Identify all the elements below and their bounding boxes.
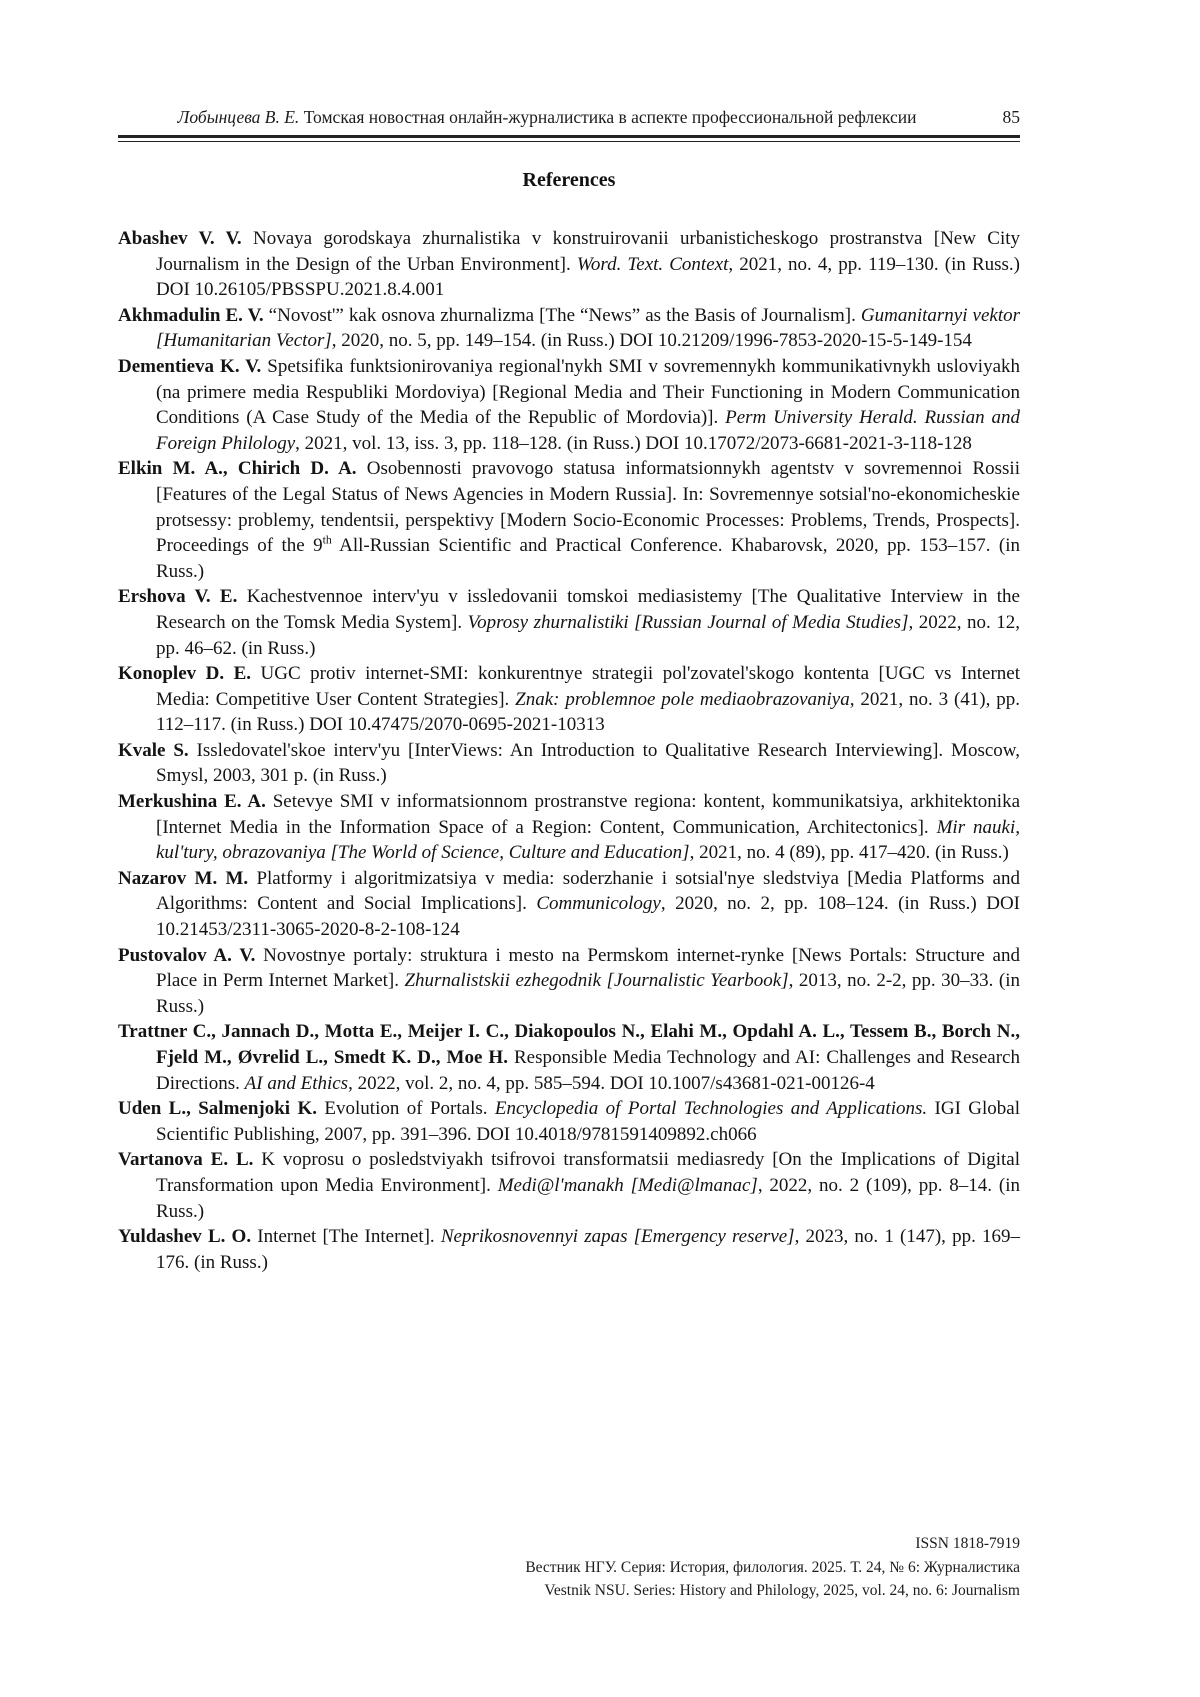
reference-authors: Uden L., Salmenjoki K. xyxy=(118,1098,318,1120)
reference-text: , 2022, vol. 2, no. 4, pp. 585–594. DOI 10.1007/s43681-021-00126-4 xyxy=(348,1072,875,1094)
reference-text: Issledovatel'skoe interv'yu [InterViews: An Introduction to Qualitative Research Interviewing]. Moscow, Smysl, 2003, 301 p. (in Russ.) xyxy=(156,739,1021,787)
reference-text: “Novost'” kak osnova zhurnalizma [The “News” as the Basis of Journalism]. xyxy=(263,304,861,326)
reference-text: , 2022, no. 2 (109), pp. 8–14. (in Russ.) xyxy=(156,1174,1020,1222)
running-header-title: Томская новостная онлайн-журналистика в аспекте профессиональной рефлексии xyxy=(303,107,917,127)
reference-entry xyxy=(118,354,1020,456)
reference-text: , 2022, no. 12, pp. 46–62. (in Russ.) xyxy=(156,611,1021,659)
reference-source: Mir nauki, kul'tury, obrazovaniya [The World of Science, Culture and Education] xyxy=(156,816,1020,864)
reference-entry xyxy=(118,1096,1020,1147)
footer-issn: ISSN 1818-7919 xyxy=(915,1535,1020,1552)
reference-authors: Yuldashev L. O. xyxy=(118,1226,252,1248)
reference-authors: Dementieva K. V. xyxy=(118,355,262,377)
reference-text: Responsible Media Technology and AI: Challenges and Research Directions. xyxy=(156,1047,1020,1094)
reference-source: AI and Ethics xyxy=(244,1072,349,1094)
reference-text: Platformy i algoritmizatsiya v media: soderzhanie i sotsial'nye sledstviya [Media Platforms and Algorithms: Content and Social Implications]. xyxy=(156,867,1020,915)
reference-text: Novostnye portaly: struktura i mesto na Permskom internet-rynke [News Portals: Structure and Place in Perm Internet Market]. xyxy=(156,944,1020,992)
reference-authors: Trattner C., Jannach D., Motta E., Meijer I. C., Diakopoulos N., Elahi M., Opdahl A. L., Tessem B., Borch N., Fjeld M., Øvrelid L., Smedt K. D., Moe H. xyxy=(118,1021,1020,1068)
running-header-author: Лобынцева В. Е. xyxy=(177,107,300,127)
reference-source: Encyclopedia of Portal Technologies and Applications. xyxy=(494,1098,928,1120)
reference-authors: Abashev V. V. xyxy=(118,228,242,249)
reference-entry xyxy=(118,226,1020,303)
reference-entry xyxy=(118,1224,1020,1275)
reference-text: , 2020, no. 2, pp. 108–124. (in Russ.) DOI 10.21453/2311-3065-2020-8-2-108-124 xyxy=(156,893,1020,941)
reference-authors: Pustovalov A. V. xyxy=(118,944,256,966)
reference-text: , 2021, no. 3 (41), pp. 112–117. (in Russ.) DOI 10.47475/2070-0695-2021-10313 xyxy=(156,688,1020,736)
references-list xyxy=(118,226,1020,1275)
reference-text: , 2021, vol. 13, iss. 3, pp. 118–128. (in Russ.) DOI 10.17072/2073-6681-2021-3-118-128 xyxy=(295,432,972,454)
reference-entry xyxy=(118,303,1020,354)
reference-text: Evolution of Portals. xyxy=(317,1098,495,1120)
reference-text: Kachestvennoe interv'yu v issledovanii tomskoi mediasistemy [The Qualitative Interview in the Research on the Tomsk Media System]. xyxy=(156,586,1020,633)
reference-entry xyxy=(118,1147,1020,1224)
reference-text: , 2013, no. 2-2, pp. 30–33. (in Russ.) xyxy=(156,970,1020,1017)
reference-text: Spetsifika funktsionirovaniya regional'nykh SMI v sovremennykh kommunikativnykh usloviyakh (na primere media Respubliki Mordoviya) [Regional Media and Their Functioning in Modern Communication Conditions (A Case Study of the Media of the Republic of Mordovia)]. xyxy=(156,355,1021,429)
reference-source: Word. Text. Context xyxy=(576,253,729,275)
reference-authors: Elkin M. A., Chirich D. A. xyxy=(118,458,357,480)
reference-text: K voprosu o posledstviyakh tsifrovoi transformatsii mediasredy [On the Implications of Digital Transformation upon Media Environment]. xyxy=(156,1149,1021,1196)
reference-text: All-Russian Scientific and Practical Conference. Khabarovsk, 2020, pp. 153–157. (in Russ.) xyxy=(156,535,1020,582)
section-title: References xyxy=(522,169,616,191)
running-header-text xyxy=(118,106,976,128)
reference-text: Osobennosti pravovogo statusa informatsionnykh agentstv v sovremennoi Rossii [Features of the Legal Status of News Agencies in Modern Russia]. In: Sovremennye sotsial'no-ekonomicheskie protsessy: problemy, tendentsii, perspektivy [Modern Socio-Economic Processes: Problems, Trends, Prospects]. Proceedings of the 9 xyxy=(156,458,1020,557)
reference-entry xyxy=(118,789,1020,866)
reference-text: , 2021, no. 4 (89), pp. 417–420. (in Russ.) xyxy=(689,842,1009,864)
reference-entry xyxy=(118,584,1020,661)
reference-authors: Akhmadulin E. V. xyxy=(118,304,264,326)
reference-text: , 2023, no. 1 (147), pp. 169–176. (in Russ.) xyxy=(156,1226,1021,1273)
reference-source: Communicology xyxy=(536,893,661,915)
reference-authors: Ershova V. E. xyxy=(118,586,238,608)
reference-text: Internet [The Internet]. xyxy=(251,1226,441,1248)
reference-source: Zhurnalistskii ezhegodnik [Journalistic Yearbook] xyxy=(404,970,789,992)
ordinal-superscript: th xyxy=(322,533,332,547)
reference-text: UGC protiv internet-SMI: konkurentnye strategii pol'zovatel'skogo kontenta [UGC vs Internet Media: Competitive User Content Strategies]. xyxy=(156,663,1020,710)
page-number: 85 xyxy=(1002,107,1020,127)
reference-entry xyxy=(118,1019,1020,1096)
reference-authors: Konoplev D. E. xyxy=(118,663,252,685)
reference-entry xyxy=(118,738,1020,789)
reference-source: Voprosy zhurnalistiki [Russian Journal of Media Studies] xyxy=(467,611,909,633)
reference-authors: Kvale S. xyxy=(118,739,189,761)
reference-text: IGI Global Scientific Publishing, 2007, pp. 391–396. DOI 10.4018/9781591409892.ch066 xyxy=(156,1098,1020,1145)
content-column xyxy=(118,106,1020,1275)
footer-journal-ru: Вестник НГУ. Серия: История, филология. 2025. Т. 24, № 6: Журналистика xyxy=(525,1558,1020,1576)
reference-text: Setevye SMI v informatsionnom prostranstve regiona: kontent, kommunikatsiya, arkhitektonika [Internet Media in the Information Space of a Region: Content, Communication, Architectonics]. xyxy=(156,791,1021,838)
reference-entry xyxy=(118,661,1020,738)
reference-source: Znak: problemnoe pole mediaobrazovaniya xyxy=(515,688,850,710)
reference-source: Neprikosnovennyi zapas [Emergency reserve] xyxy=(440,1226,795,1248)
running-header xyxy=(118,106,1020,128)
reference-authors: Nazarov M. M. xyxy=(118,867,249,889)
page-footer xyxy=(525,1532,1020,1603)
reference-entry xyxy=(118,456,1020,584)
reference-authors: Merkushina E. A. xyxy=(118,791,266,813)
header-rule xyxy=(118,135,1020,142)
reference-authors: Vartanova E. L. xyxy=(118,1149,254,1171)
reference-source: Gumanitarnyi vektor [Humanitarian Vector] xyxy=(156,304,1021,352)
footer-journal-en: Vestnik NSU. Series: History and Philology, 2025, vol. 24, no. 6: Journalism xyxy=(544,1582,1020,1599)
reference-text: , 2020, no. 5, pp. 149–154. (in Russ.) DOI 10.21209/1996-7853-2020-15-5-149-154 xyxy=(331,330,972,352)
reference-source: Perm University Herald. Russian and Foreign Philology xyxy=(156,407,1020,454)
reference-text: , 2021, no. 4, pp. 119–130. (in Russ.) DOI 10.26105/PBSSPU.2021.8.4.001 xyxy=(156,253,1020,301)
reference-entry xyxy=(118,866,1020,943)
reference-text: Novaya gorodskaya zhurnalistika v konstruirovanii urbanisticheskogo prostranstva [New City Journalism in the Design of the Urban Environment]. xyxy=(156,228,1020,275)
reference-source: Medi@l'manakh [Medi@lmanac] xyxy=(497,1174,758,1196)
reference-entry xyxy=(118,943,1020,1020)
